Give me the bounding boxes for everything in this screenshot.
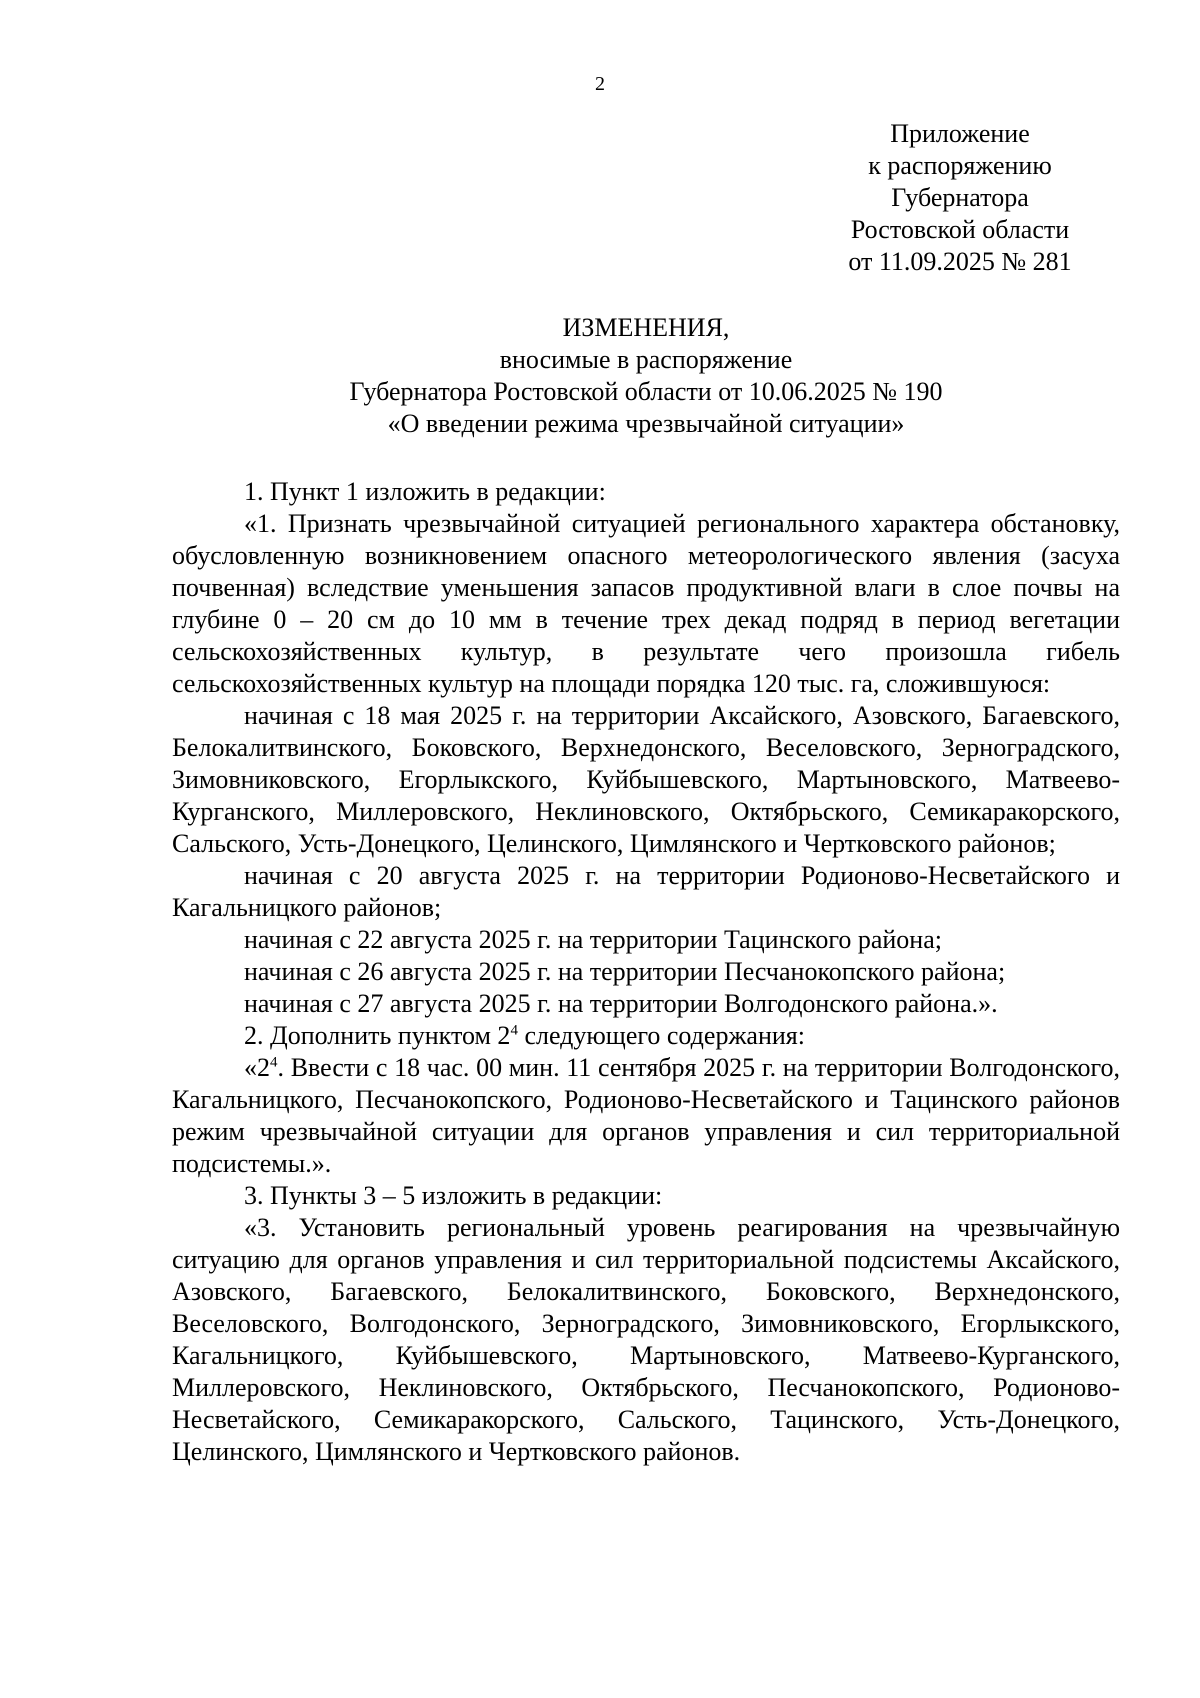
title-line: вносимые в распоряжение: [499, 345, 793, 374]
appendix-line: Приложение: [890, 119, 1030, 148]
appendix-line: Губернатора: [891, 183, 1029, 212]
paragraph: 1. Пункт 1 изложить в редакции:: [244, 477, 606, 506]
page-number: 2: [595, 73, 605, 95]
title-heading: ИЗМЕНЕНИЯ,: [562, 313, 730, 342]
appendix-line: к распоряжению: [868, 151, 1052, 180]
paragraph: начиная с 20 августа 2025 г. на территории Родионово-Несветайского и Кагальницкого районов;: [172, 861, 1120, 922]
text-run: «2: [244, 1053, 270, 1082]
document-title: [172, 312, 1120, 440]
paragraph: «3. Установить региональный уровень реагирования на чрезвычайную ситуацию для органов управления и сил территориальной подсистемы Аксайского, Азовского, Багаевского, Белокалитвинского, Боковского, Верхнедонского, Веселовского, Волгодонского, Зерноградского, Зимовниковского, Егорлыкского, Кагальницкого, Куйбышевского, Мартыновского, Матвеево-Курганского, Миллеровского, Неклиновского, Октябрьского, Песчанокопского, Родионово-Несветайского, Семикаракорского, Сальского, Тацинского, Усть-Донецкого, Целинского, Цимлянского и Чертковского районов.: [172, 1213, 1120, 1466]
paragraph: [172, 1052, 1120, 1180]
document-body: [172, 476, 1120, 1468]
paragraph: «1. Признать чрезвычайной ситуацией регионального характера обстановку, обусловленную возникновением опасного метеорологического явления (засуха почвенная) вследствие уменьшения запасов продуктивной влаги в слое почвы на глубине 0 – 20 см до 10 мм в течение трех декад подряд в период вегетации сельскохозяйственных культур, в результате чего произошла гибель сельскохозяйственных культур на площади порядка 120 тыс. га, сложившуюся:: [172, 509, 1120, 698]
text-run: . Ввести с 18 час. 00 мин. 11 сентября 2025 г. на территории Волгодонского, Кагальницкого, Песчанокопского, Родионово-Несветайского и Тацинского районов режим чрезвычайной ситуации для органов управления и сил территориальной подсистемы.».: [172, 1053, 1120, 1178]
superscript: 4: [270, 1054, 278, 1071]
superscript: 4: [510, 1022, 518, 1039]
paragraph: начиная с 18 мая 2025 г. на территории Аксайского, Азовского, Багаевского, Белокалитвинского, Боковского, Верхнедонского, Веселовского, Зерноградского, Зимовниковского, Егорлыкского, Куйбышевского, Мартыновского, Матвеево-Курганского, Миллеровского, Неклиновского, Октябрьского, Семикаракорского, Сальского, Усть-Донецкого, Целинского, Цимлянского и Чертковского районов;: [172, 701, 1120, 858]
paragraph: начиная с 22 августа 2025 г. на территории Тацинского района;: [244, 925, 942, 954]
text-run: 2. Дополнить пунктом 2: [244, 1021, 511, 1050]
appendix-block: [810, 118, 1110, 278]
paragraph: начиная с 27 августа 2025 г. на территории Волгодонского района.».: [244, 989, 998, 1018]
paragraph: 3. Пункты 3 – 5 изложить в редакции:: [244, 1181, 663, 1210]
paragraph: начиная с 26 августа 2025 г. на территории Песчанокопского района;: [244, 957, 1006, 986]
paragraph: [172, 1020, 1120, 1052]
appendix-line: Ростовской области: [850, 215, 1070, 244]
appendix-line: от 11.09.2025 № 281: [848, 247, 1072, 276]
title-line: Губернатора Ростовской области от 10.06.2025 № 190: [349, 377, 943, 406]
title-line: «О введении режима чрезвычайной ситуации»: [387, 409, 905, 438]
text-run: следующего содержания:: [517, 1021, 805, 1050]
